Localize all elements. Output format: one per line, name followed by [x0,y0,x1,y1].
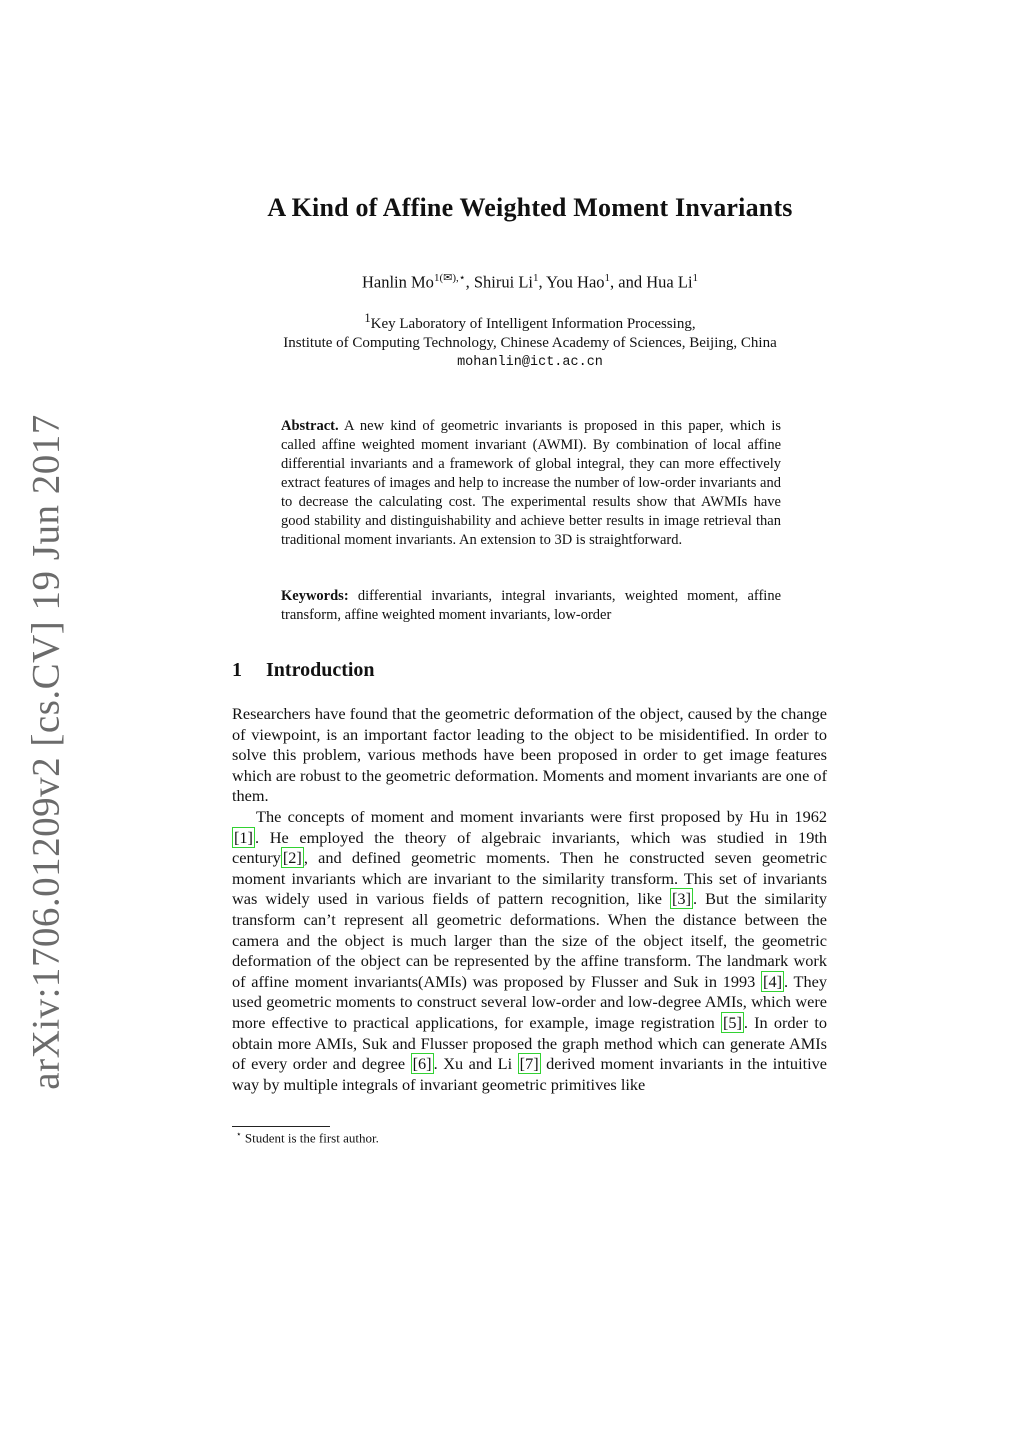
footnote-rule [232,1126,330,1127]
author-list [0,271,1024,293]
paragraph-1: Researchers have found that the geometric deformation of the object, caused by the change of viewpoint, is an important factor leading to the object to be misidentified. In order to solve this problem, various methods have been proposed in order to get image features which are robust to the geometric deformation. Moments and moment invariants are one of them. [232,704,827,806]
citation-link[interactable]: [5] [722,1012,742,1032]
keywords [281,587,781,625]
author-name: , You Hao [538,272,605,292]
introduction-body [232,704,827,1095]
author-affil-mark: 1 [692,272,699,284]
author-name: , and Hua Li [610,272,693,292]
contact-email[interactable]: mohanlin@ict.ac.cn [457,355,603,370]
affiliation-line-2: Institute of Computing Technology, Chinese Academy of Sciences, Beijing, China [283,335,777,351]
author-affil-mark: 1 [533,272,539,284]
citation-link[interactable]: [1] [234,827,253,847]
citation-link[interactable]: [3] [672,889,691,909]
footnote-text: Student is the first author. [241,1130,379,1146]
citation-link[interactable]: [4] [763,971,783,991]
citation-link[interactable]: [6] [412,1054,432,1074]
author-name: , Shirui Li [465,272,534,292]
section-heading [232,659,375,682]
keywords-text: differential invariants, integral invariants, weighted moment, affine transform, affine weighted moment invariants, low-order [281,588,782,623]
author-affil-mark: 1 [604,272,611,284]
paragraph-2: The concepts of moment and moment invariants were first proposed by Hu in 1962 [1] . He employed the theory of algebraic invariants, which was studied in 19th century [2] , and defined geometric moments. Then he constructed seven geometric moment invariants which are invariant to the similarity transform. This set of invariants was widely used in various fields of pattern recognition, like [3] . But the similarity transform can’t represent all geometric deformations. When the distance between the camera and the object is much larger than the size of the object itself, the geometric deformation of the object can be represented by the affine transform. The landmark work of affine moment invariants(AMIs) was proposed by Flusser and Suk in 1993 [4] . They used geometric moments to construct several low-order and low-degree AMIs, which were more effective to practical applications, for example, image registration [5] . In order to obtain more AMIs, Suk and Flusser proposed the graph method which can generate AMIs of every order and degree [6] . Xu and Li [7] derived moment invariants in the intuitive way by multiple integrals of invariant geometric primitives like [232,806,828,1094]
author-name: Hanlin Mo [361,272,434,292]
paper-title: A Kind of Affine Weighted Moment Invariants [267,193,793,222]
arxiv-sidebar [6,414,86,1090]
section-number: 1 [232,659,242,681]
abstract [281,417,781,550]
footnote [236,1129,379,1146]
citation-link[interactable]: [7] [519,1054,539,1074]
abstract-label: Abstract. [281,418,339,434]
affiliation-line-1: $^1$Key Laboratory of Intelligent Information Processing, [364,311,696,332]
keywords-label: Keywords: [281,588,349,604]
section-title: Introduction [266,659,375,681]
citation-link[interactable]: [2] [282,848,302,868]
author-affil-mark: 1(✉),⋆ [433,272,466,284]
arxiv-identifier: arXiv:1706.01209v2 [cs.CV] 19 Jun 2017 [24,414,68,1090]
affiliation-mark: 1 [364,311,371,325]
affiliation-block [0,309,1024,372]
abstract-text: A new kind of geometric invariants is proposed in this paper, which is called affine weighted moment invariant (AWMI). By combination of local affine differential invariants and a framework of global integral, they can more effectively extract features of images and help to increase the number of low-order invariants and to decrease the calculating cost. The experimental results show that AWMIs have good stability and distinguishability and achieve better results in image retrieval than traditional moment invariants. An extension to 3D is straightforward. [281,418,782,548]
footnote-mark: ⋆ [236,1129,242,1139]
